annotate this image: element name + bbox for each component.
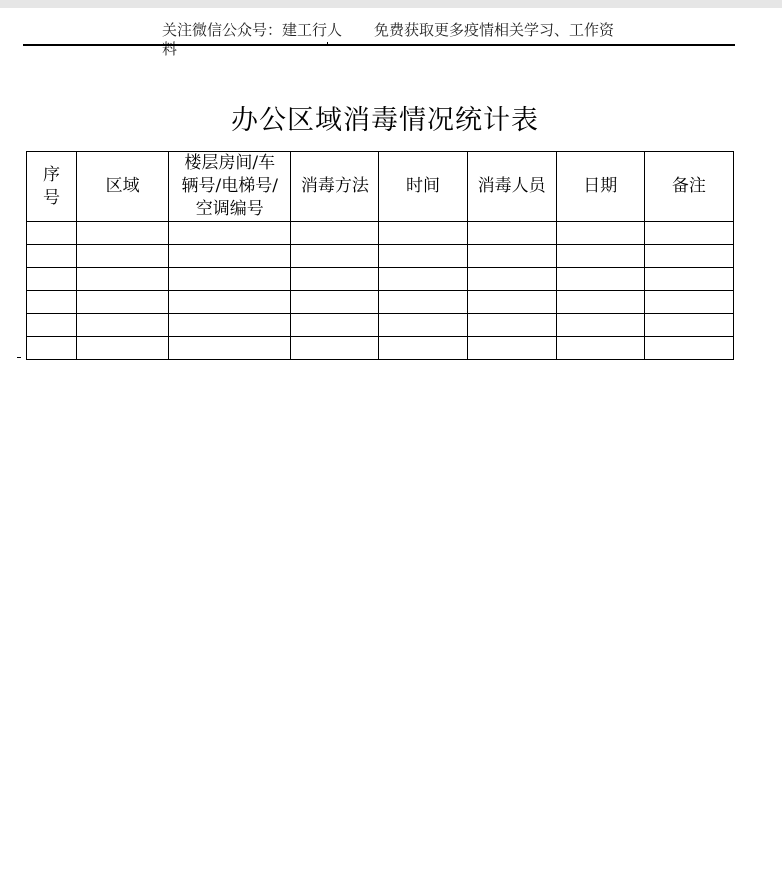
table-row: [27, 222, 734, 245]
table-cell[interactable]: [77, 291, 169, 314]
table-cell[interactable]: [77, 268, 169, 291]
table-cell[interactable]: [379, 337, 467, 360]
table-cell[interactable]: [644, 222, 733, 245]
table-cell[interactable]: [27, 222, 77, 245]
table-cell[interactable]: [556, 291, 644, 314]
table-cell[interactable]: [169, 245, 291, 268]
table-cell[interactable]: [27, 245, 77, 268]
header-divider: [23, 44, 735, 46]
table-cell[interactable]: [77, 245, 169, 268]
table-row: [27, 245, 734, 268]
table-cell[interactable]: [467, 291, 556, 314]
table-cell[interactable]: [467, 245, 556, 268]
table-cell[interactable]: [644, 291, 733, 314]
col-header-time: 时间: [379, 152, 467, 222]
col-header-index: 序号: [27, 152, 77, 222]
table-cell[interactable]: [467, 222, 556, 245]
table-cell[interactable]: [27, 291, 77, 314]
table-cell[interactable]: [291, 222, 379, 245]
table-cell[interactable]: [556, 268, 644, 291]
page-top-band: [0, 0, 782, 8]
table-cell[interactable]: [169, 337, 291, 360]
table-cell[interactable]: [644, 337, 733, 360]
disinfection-table: [26, 151, 734, 360]
table-cell[interactable]: [169, 314, 291, 337]
table-row: [27, 291, 734, 314]
table-cell[interactable]: [77, 314, 169, 337]
table-row: [27, 268, 734, 291]
table-cell[interactable]: [169, 291, 291, 314]
col-header-location: 楼层房间/车辆号/电梯号/空调编号: [169, 152, 291, 222]
table-cell[interactable]: [556, 245, 644, 268]
table-cell[interactable]: [379, 268, 467, 291]
col-header-area: 区域: [77, 152, 169, 222]
table-cell[interactable]: [27, 268, 77, 291]
table-row: [27, 314, 734, 337]
table-cell[interactable]: [379, 245, 467, 268]
table-cell[interactable]: [77, 222, 169, 245]
document-title: 办公区域消毒情况统计表: [231, 105, 539, 136]
header-note: [162, 21, 622, 59]
table-cell[interactable]: [169, 268, 291, 291]
table-cell[interactable]: [169, 222, 291, 245]
table-cell[interactable]: [556, 222, 644, 245]
table-cell[interactable]: [379, 222, 467, 245]
table-cell[interactable]: [644, 314, 733, 337]
col-header-remarks: 备注: [644, 152, 733, 222]
table-cell[interactable]: [467, 268, 556, 291]
col-header-date: 日期: [556, 152, 644, 222]
table-cell[interactable]: [291, 337, 379, 360]
header-note-wechat: 关注微信公众号：建工行人: [162, 21, 343, 39]
table-cell[interactable]: [291, 291, 379, 314]
table-header-row: [27, 152, 734, 222]
table-cell[interactable]: [77, 337, 169, 360]
table-cell[interactable]: [467, 314, 556, 337]
table-cell[interactable]: [644, 245, 733, 268]
col-header-staff: 消毒人员: [467, 152, 556, 222]
table-cell[interactable]: [556, 337, 644, 360]
table-cell[interactable]: [27, 314, 77, 337]
table-cell[interactable]: [556, 314, 644, 337]
table-cell[interactable]: [467, 337, 556, 360]
col-header-method: 消毒方法: [291, 152, 379, 222]
header-note-resources: 免费获取更多疫情相关学习、工作资料: [162, 21, 615, 58]
text-cursor-mark: [327, 42, 328, 46]
table-row: [27, 337, 734, 360]
table-cell[interactable]: [291, 245, 379, 268]
margin-mark: [17, 357, 21, 358]
table-cell[interactable]: [379, 291, 467, 314]
table-cell[interactable]: [291, 314, 379, 337]
table-cell[interactable]: [379, 314, 467, 337]
table-cell[interactable]: [27, 337, 77, 360]
table-cell[interactable]: [291, 268, 379, 291]
table-cell[interactable]: [644, 268, 733, 291]
